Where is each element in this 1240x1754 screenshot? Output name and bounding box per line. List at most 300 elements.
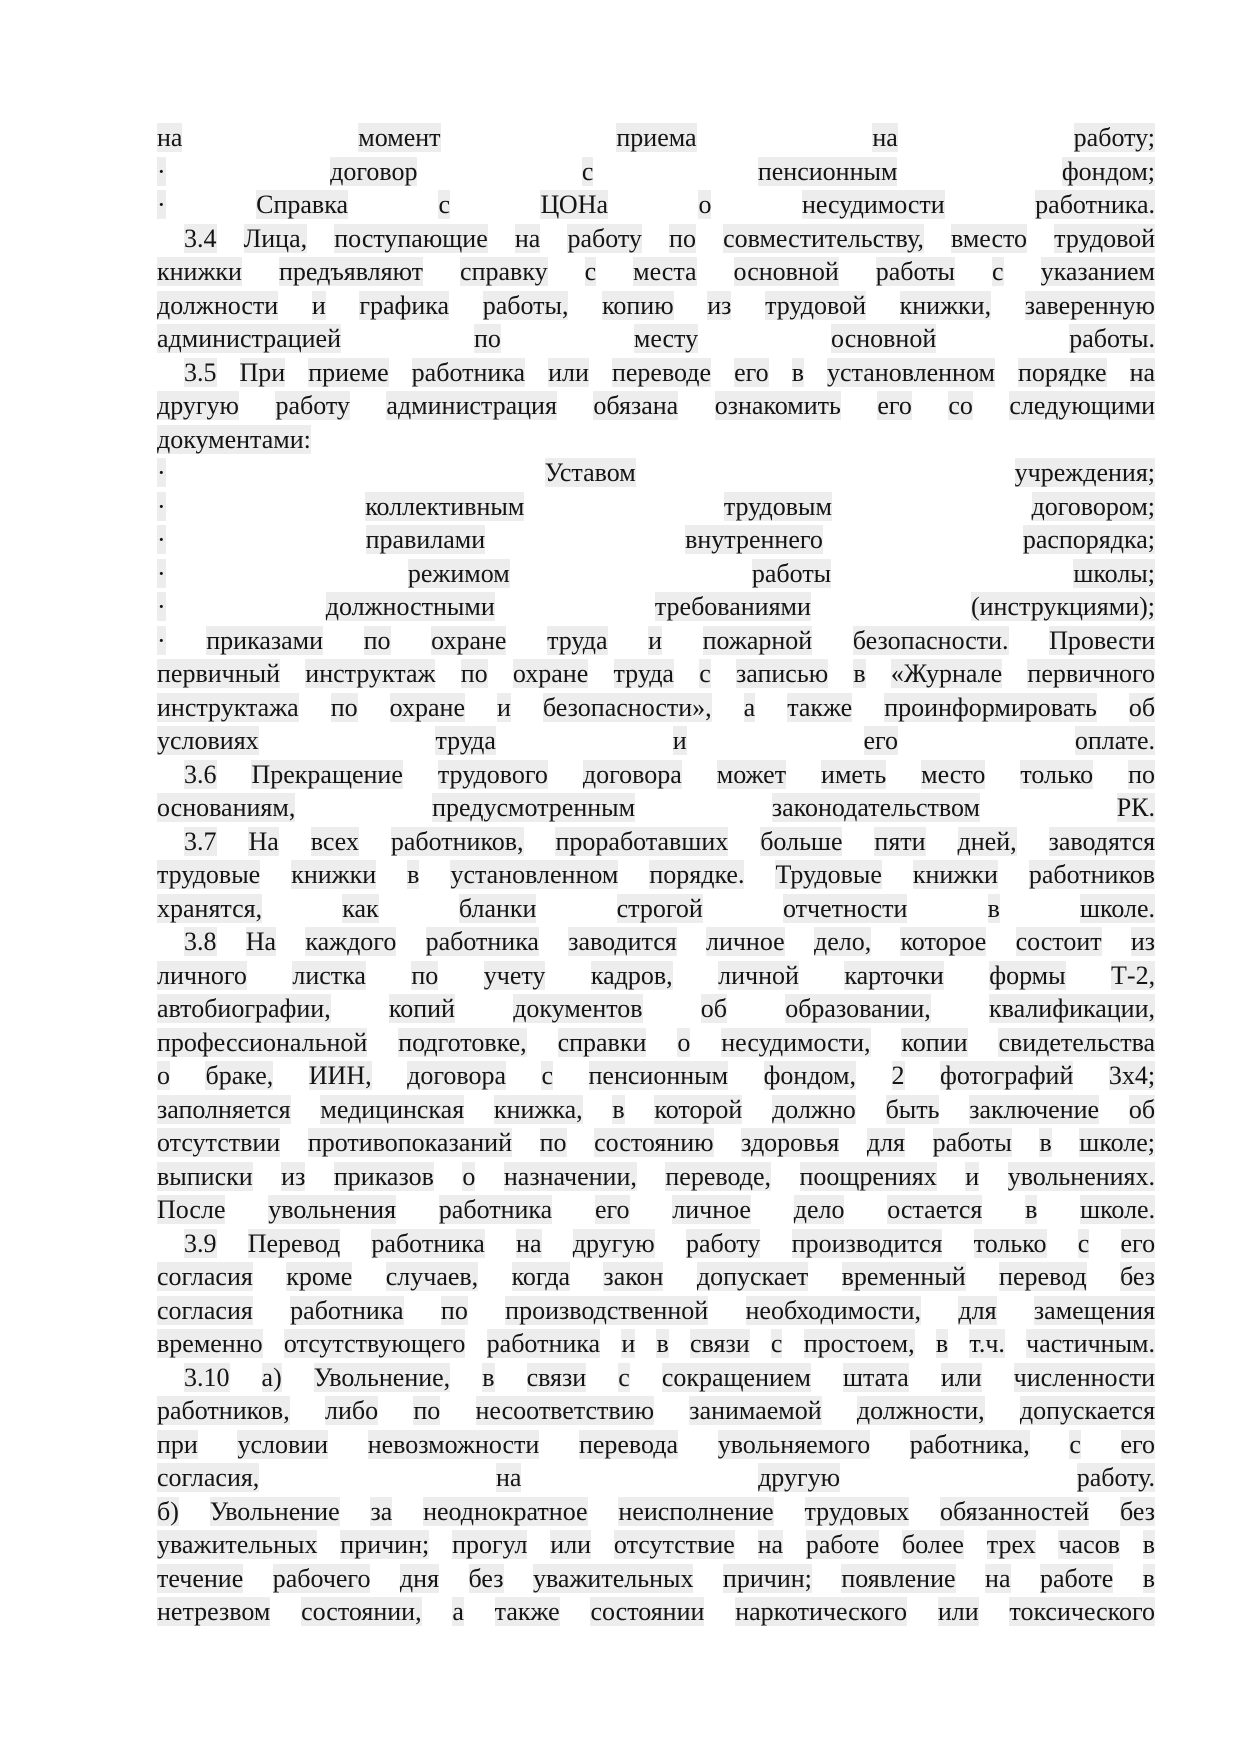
word: по bbox=[363, 625, 391, 655]
word: или bbox=[548, 357, 589, 387]
word: выписки bbox=[157, 1161, 253, 1191]
word: строгой bbox=[616, 893, 703, 923]
word: 3х4; bbox=[1108, 1061, 1155, 1090]
word: условиях bbox=[157, 726, 259, 755]
word: другую bbox=[572, 1228, 655, 1258]
text-line bbox=[157, 356, 1155, 390]
word: школе. bbox=[1080, 1195, 1155, 1224]
word: 3.9 bbox=[184, 1228, 217, 1258]
text-line bbox=[157, 121, 1155, 155]
word: установленном bbox=[827, 357, 995, 387]
text-line bbox=[157, 255, 1155, 289]
word: без bbox=[1120, 1496, 1155, 1526]
word: в bbox=[1142, 1530, 1155, 1559]
word: · bbox=[157, 592, 166, 621]
word: по bbox=[1128, 759, 1155, 789]
word: в bbox=[1025, 1195, 1038, 1224]
word: работы bbox=[932, 1128, 1012, 1157]
word: работника bbox=[371, 1228, 485, 1258]
word: распорядка; bbox=[1022, 525, 1155, 554]
word: кадров, bbox=[590, 960, 673, 990]
word: на bbox=[1129, 357, 1155, 387]
word: быть bbox=[885, 1094, 940, 1124]
word: здоровья bbox=[741, 1128, 840, 1157]
word: · bbox=[157, 156, 166, 186]
word: об bbox=[1128, 692, 1155, 722]
word: невозможности bbox=[367, 1429, 540, 1459]
text-line bbox=[157, 1093, 1155, 1127]
word: 3.10 bbox=[184, 1362, 230, 1392]
word: графика bbox=[359, 290, 450, 320]
word: причин; bbox=[340, 1530, 430, 1559]
text-line bbox=[157, 1294, 1155, 1328]
word: в bbox=[987, 893, 1000, 923]
word: а bbox=[743, 692, 756, 722]
word: 3.5 bbox=[184, 357, 217, 387]
word: которое bbox=[900, 927, 987, 956]
word: квалификации, bbox=[989, 994, 1155, 1023]
word: отсутствующего bbox=[283, 1329, 466, 1358]
word: 3.8 bbox=[184, 927, 217, 956]
word: договора bbox=[407, 1061, 506, 1090]
word: профессиональной bbox=[157, 1027, 368, 1057]
word: ознакомить bbox=[714, 391, 841, 420]
word: Увольнение, bbox=[313, 1362, 451, 1392]
word: обязана bbox=[593, 391, 679, 420]
word: по bbox=[411, 960, 439, 990]
word: (инструкциями); bbox=[970, 592, 1155, 621]
word: увольнения bbox=[268, 1195, 397, 1224]
word: приеме bbox=[308, 357, 389, 387]
word: обязанностей bbox=[940, 1496, 1090, 1526]
word: свидетельства bbox=[998, 1027, 1155, 1057]
word: Лица, bbox=[243, 223, 308, 253]
word: отсутствие bbox=[613, 1530, 735, 1559]
word: порядке. bbox=[649, 860, 745, 889]
word: дело, bbox=[813, 927, 872, 956]
word: работника. bbox=[1035, 190, 1155, 219]
word: личного bbox=[157, 960, 247, 990]
word: каждого bbox=[305, 927, 397, 956]
word: состоит bbox=[1015, 927, 1102, 956]
word: либо bbox=[324, 1396, 379, 1425]
word: согласия, bbox=[157, 1463, 260, 1492]
word: по bbox=[460, 659, 488, 688]
word: по bbox=[440, 1295, 468, 1325]
word: инструктажа bbox=[157, 692, 299, 722]
word: записью bbox=[736, 659, 829, 688]
text-line bbox=[157, 389, 1155, 423]
word: с bbox=[699, 659, 711, 688]
word: копий bbox=[388, 994, 455, 1023]
word: о bbox=[698, 190, 712, 219]
word: и bbox=[621, 1329, 636, 1358]
text-line bbox=[157, 691, 1155, 725]
word: учреждения; bbox=[1014, 458, 1155, 487]
word: с bbox=[992, 257, 1004, 286]
word: на bbox=[157, 123, 183, 152]
word: установленном bbox=[450, 860, 619, 889]
word: переводе, bbox=[665, 1161, 771, 1191]
word: автобиографии, bbox=[157, 994, 331, 1023]
word: работника bbox=[486, 1329, 601, 1358]
word: поощрениях bbox=[799, 1161, 937, 1191]
word: его bbox=[1120, 1429, 1155, 1459]
word: штата bbox=[842, 1362, 909, 1392]
word: как bbox=[342, 893, 379, 923]
word: фондом; bbox=[1061, 156, 1155, 186]
word: частичным. bbox=[1026, 1329, 1155, 1358]
word: места bbox=[633, 257, 697, 286]
word: согласия bbox=[157, 1262, 253, 1291]
word: безопасности. bbox=[852, 625, 1009, 655]
word: об bbox=[1128, 1094, 1155, 1124]
word: охране bbox=[389, 692, 465, 722]
word: в bbox=[935, 1329, 949, 1358]
word: приказами bbox=[206, 625, 324, 655]
word: безопасности», bbox=[542, 692, 712, 722]
word: основаниям, bbox=[157, 793, 296, 822]
word: личное bbox=[672, 1195, 751, 1224]
word: трудовой bbox=[1054, 223, 1155, 253]
word: допускается bbox=[1019, 1396, 1155, 1425]
word: трех bbox=[986, 1530, 1036, 1559]
word: и bbox=[965, 1161, 980, 1191]
word: дня bbox=[399, 1563, 440, 1593]
word: а bbox=[452, 1597, 464, 1626]
word: иметь bbox=[821, 759, 887, 789]
word: 3.7 bbox=[184, 826, 217, 856]
word: допускает bbox=[696, 1262, 809, 1291]
word: месту bbox=[633, 324, 699, 353]
text-line bbox=[157, 590, 1155, 624]
word: также bbox=[494, 1597, 560, 1626]
word: заключение bbox=[969, 1094, 1100, 1124]
word: инструктаж bbox=[305, 659, 436, 688]
text-line bbox=[157, 1059, 1155, 1093]
word: с bbox=[618, 1362, 630, 1392]
word: документами: bbox=[157, 424, 311, 454]
word: прогул bbox=[452, 1530, 528, 1559]
word: справки bbox=[557, 1027, 647, 1057]
word: первичный bbox=[157, 659, 281, 688]
word: более bbox=[902, 1530, 964, 1559]
word: на bbox=[757, 1530, 784, 1559]
word: режимом bbox=[407, 558, 510, 588]
word: в bbox=[853, 659, 866, 688]
word: Трудовые bbox=[775, 860, 882, 889]
word: несудимости bbox=[801, 190, 945, 219]
word: кроме bbox=[286, 1262, 353, 1291]
word: поступающие bbox=[334, 223, 488, 253]
word: пяти bbox=[874, 826, 926, 856]
text-line bbox=[157, 1528, 1155, 1562]
word: временный bbox=[841, 1262, 966, 1291]
word: трудовых bbox=[804, 1496, 910, 1526]
word: и bbox=[648, 625, 663, 655]
word: ЦОНа bbox=[540, 190, 609, 219]
word: фотографий bbox=[939, 1061, 1074, 1090]
text-line bbox=[157, 1160, 1155, 1194]
text-line bbox=[157, 289, 1155, 323]
text-line bbox=[157, 1461, 1155, 1495]
word: несудимости, bbox=[721, 1027, 871, 1057]
word: в bbox=[791, 357, 804, 387]
word: переводе bbox=[611, 357, 712, 387]
word: требованиями bbox=[654, 592, 811, 621]
word: наркотического bbox=[735, 1597, 908, 1626]
word: работника bbox=[290, 1295, 404, 1325]
text-line bbox=[157, 557, 1155, 591]
word: карточки bbox=[844, 960, 944, 990]
text-line bbox=[157, 1595, 1155, 1629]
word: работу; bbox=[1073, 123, 1155, 152]
word: его bbox=[863, 726, 899, 755]
word: для bbox=[866, 1128, 906, 1157]
word: пенсионным bbox=[588, 1061, 729, 1090]
word: На bbox=[245, 927, 277, 956]
word: медицинская bbox=[320, 1094, 465, 1124]
word: только bbox=[1020, 759, 1094, 789]
word: приема bbox=[616, 123, 697, 152]
text-line bbox=[157, 925, 1155, 959]
text-line bbox=[157, 322, 1155, 356]
word: браке, bbox=[205, 1061, 274, 1090]
word: когда bbox=[511, 1262, 571, 1291]
text-line bbox=[157, 657, 1155, 691]
word: работы bbox=[751, 558, 832, 588]
text-line bbox=[157, 1361, 1155, 1395]
word: условии bbox=[237, 1429, 329, 1459]
word: книжки, bbox=[899, 290, 992, 320]
word: трудового bbox=[437, 759, 548, 789]
word: по bbox=[473, 324, 501, 353]
word: согласия bbox=[157, 1295, 253, 1325]
word: внутреннего bbox=[685, 525, 823, 554]
word: в bbox=[612, 1094, 625, 1124]
word: для bbox=[958, 1295, 997, 1325]
word: или bbox=[940, 1362, 982, 1392]
word: трудовым bbox=[723, 491, 832, 521]
word: без bbox=[468, 1563, 504, 1593]
word: ИИН, bbox=[308, 1061, 372, 1090]
word: с bbox=[770, 1329, 783, 1358]
word: охране bbox=[431, 625, 507, 655]
word: всех bbox=[310, 826, 359, 856]
text-line bbox=[157, 1495, 1155, 1529]
word: Уставом bbox=[544, 458, 636, 487]
text-line bbox=[157, 1428, 1155, 1462]
text-line bbox=[157, 222, 1155, 256]
word: перевода bbox=[578, 1429, 679, 1459]
word: предъявляют bbox=[278, 257, 424, 286]
word: копию bbox=[602, 290, 674, 320]
word: или bbox=[937, 1597, 979, 1626]
word: о bbox=[157, 1061, 170, 1090]
word: книжки bbox=[291, 860, 377, 889]
word: по bbox=[669, 223, 696, 253]
word: охране bbox=[512, 659, 589, 688]
text-line bbox=[157, 1562, 1155, 1596]
word: и bbox=[672, 726, 687, 755]
word: договора bbox=[582, 759, 682, 789]
word: школе. bbox=[1080, 893, 1155, 923]
word: следующими bbox=[1009, 391, 1155, 420]
word: 2 bbox=[891, 1061, 905, 1090]
word: Увольнение bbox=[209, 1496, 340, 1526]
word: с bbox=[438, 190, 451, 219]
word: сокращением bbox=[661, 1362, 811, 1392]
word: должности bbox=[157, 290, 279, 320]
text-line bbox=[157, 858, 1155, 892]
word: работника bbox=[411, 357, 526, 387]
word: также bbox=[787, 692, 853, 722]
text-line bbox=[157, 1327, 1155, 1361]
word: по bbox=[330, 692, 358, 722]
word: увольнениях. bbox=[1007, 1161, 1155, 1191]
word: должностными bbox=[325, 592, 495, 621]
word: Перевод bbox=[247, 1228, 341, 1258]
word: заводятся bbox=[1048, 826, 1155, 856]
word: работника, bbox=[909, 1429, 1030, 1459]
word: по bbox=[413, 1396, 441, 1425]
word: увольняемого bbox=[717, 1429, 871, 1459]
word: После bbox=[157, 1195, 226, 1224]
word: его bbox=[734, 357, 769, 387]
word: администрацией bbox=[157, 324, 342, 353]
word: причин; bbox=[722, 1563, 812, 1593]
word: · bbox=[157, 458, 166, 487]
word: пенсионным bbox=[757, 156, 898, 186]
text-line bbox=[157, 624, 1155, 658]
word: назначении, bbox=[503, 1161, 637, 1191]
word: работников bbox=[1028, 860, 1155, 889]
text-line bbox=[157, 155, 1155, 189]
word: документов bbox=[513, 994, 643, 1023]
word: с bbox=[541, 1061, 554, 1090]
word: справку bbox=[460, 257, 548, 286]
word: работу bbox=[567, 223, 642, 253]
word: связи bbox=[690, 1329, 750, 1358]
word: дней, bbox=[957, 826, 1017, 856]
text-line bbox=[157, 456, 1155, 490]
word: токсического bbox=[1009, 1597, 1155, 1626]
word: численности bbox=[1013, 1362, 1155, 1392]
word: нетрезвом bbox=[157, 1597, 271, 1626]
word: · bbox=[157, 190, 166, 219]
word: труда bbox=[613, 659, 674, 688]
word: об bbox=[700, 994, 727, 1023]
word: неоднократное bbox=[423, 1496, 588, 1526]
word: договором; bbox=[1031, 491, 1155, 521]
word: из bbox=[1130, 927, 1155, 956]
word: на bbox=[872, 123, 898, 152]
word: уважительных bbox=[532, 1563, 694, 1593]
word: копии bbox=[901, 1027, 968, 1057]
word: замещения bbox=[1033, 1295, 1155, 1325]
word: проинформировать bbox=[884, 692, 1097, 722]
word: работы, bbox=[482, 290, 569, 320]
text-line bbox=[157, 1260, 1155, 1294]
word: книжки bbox=[912, 860, 998, 889]
text-line bbox=[157, 724, 1155, 758]
word: хранятся, bbox=[157, 893, 263, 923]
word: момент bbox=[358, 123, 441, 152]
word: Провести bbox=[1049, 625, 1155, 655]
word: порядке bbox=[1017, 357, 1107, 387]
word: личное bbox=[705, 927, 785, 956]
word: На bbox=[248, 826, 279, 856]
word: другую bbox=[157, 391, 239, 420]
word: правилами bbox=[365, 525, 486, 554]
word: пожарной bbox=[702, 625, 813, 655]
word: с bbox=[584, 257, 597, 286]
word: книжка, bbox=[493, 1094, 583, 1124]
word: в bbox=[656, 1329, 669, 1358]
word: закон bbox=[603, 1262, 664, 1291]
word: оплате. bbox=[1074, 726, 1155, 755]
word: проработавших bbox=[555, 826, 729, 856]
text-line bbox=[157, 758, 1155, 792]
word: образовании, bbox=[785, 994, 931, 1023]
word: работника bbox=[438, 1195, 553, 1224]
word: со bbox=[948, 391, 973, 420]
word: основной bbox=[733, 257, 839, 286]
text-line bbox=[157, 188, 1155, 222]
word: уважительных bbox=[157, 1530, 318, 1559]
word: работы bbox=[875, 257, 956, 286]
word: б) bbox=[157, 1496, 179, 1526]
word: которой bbox=[654, 1094, 743, 1124]
word: «Журнале bbox=[890, 659, 1003, 688]
word: школе; bbox=[1079, 1128, 1155, 1157]
word: в bbox=[482, 1362, 495, 1392]
word: случаев, bbox=[385, 1262, 479, 1291]
word: школы; bbox=[1073, 558, 1155, 588]
word: его bbox=[877, 391, 912, 420]
word: · bbox=[157, 625, 166, 655]
word: Прекращение bbox=[251, 759, 403, 789]
word: 3.6 bbox=[184, 759, 217, 789]
word: на bbox=[985, 1563, 1011, 1593]
word: отсутствии bbox=[157, 1128, 281, 1157]
word: листка bbox=[292, 960, 366, 990]
word: течение bbox=[157, 1563, 244, 1593]
word: бланки bbox=[458, 893, 537, 923]
word: вместо bbox=[950, 223, 1028, 253]
word: дело bbox=[793, 1195, 845, 1224]
word: за bbox=[370, 1496, 393, 1526]
word: совместительству, bbox=[723, 223, 924, 253]
word: первичного bbox=[1027, 659, 1155, 688]
text-line bbox=[157, 1126, 1155, 1160]
word: работе bbox=[1039, 1563, 1114, 1593]
word: Справка bbox=[256, 190, 348, 219]
word: противопоказаний bbox=[307, 1128, 513, 1157]
word: состоянии bbox=[590, 1597, 705, 1626]
word: трудовые bbox=[157, 860, 261, 889]
word: должно bbox=[772, 1094, 856, 1124]
word: администрация bbox=[386, 391, 557, 420]
word: с bbox=[1077, 1228, 1090, 1258]
word: договор bbox=[330, 156, 418, 186]
text-line bbox=[157, 892, 1155, 926]
word: из bbox=[707, 290, 732, 320]
word: его bbox=[594, 1195, 630, 1224]
word: только bbox=[973, 1228, 1047, 1258]
document-text bbox=[157, 121, 1155, 1629]
word: приказов bbox=[333, 1161, 434, 1191]
